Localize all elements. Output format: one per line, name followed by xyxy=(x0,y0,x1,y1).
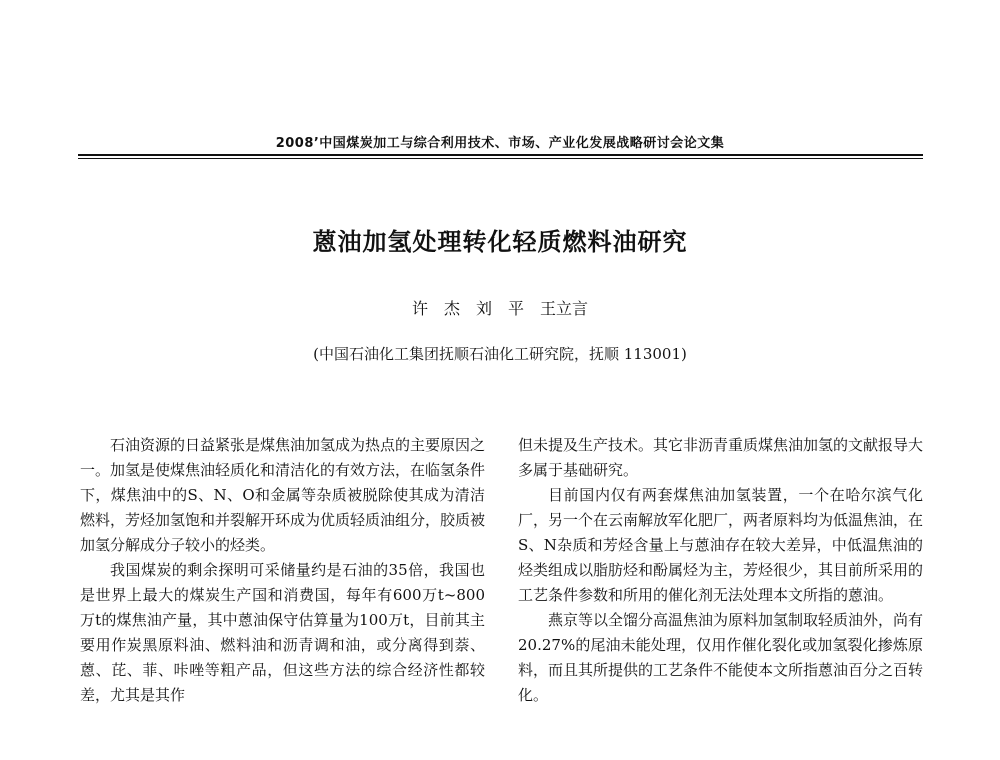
running-header: 2008’中国煤炭加工与综合利用技术、市场、产业化发展战略研讨会论文集 xyxy=(275,136,725,151)
header-rule-thin xyxy=(78,158,923,159)
paragraph: 石油资源的日益紧张是煤焦油加氢成为热点的主要原因之一。加氢是使煤焦油轻质化和清洁化的有效方法，在临氢条件下，煤焦油中的S、N、O和金属等杂质被脱除使其成为清洁燃料，芳烃加氢饱和并裂解开环成为优质轻质油组分，胶质被加氢分解成分子较小的烃类。 xyxy=(80,436,486,554)
affiliation: (中国石油化工集团抚顺石油化工研究院，抚顺 113001) xyxy=(313,345,687,363)
paper-title: 蒽油加氢处理转化轻质燃料油研究 xyxy=(312,228,688,256)
paragraph-continued: 但未提及生产技术。其它非沥青重质煤焦油加氢的文献报导大多属于基础研究。 xyxy=(518,436,924,479)
paragraph: 燕京等以全馏分高温焦油为原料加氢制取轻质油外，尚有20.27%的尾油未能处理，仅用作催化裂化或加氢裂化掺炼原料，而且其所提供的工艺条件不能使本文所指蒽油百分之百转化。 xyxy=(518,611,924,704)
right-column xyxy=(518,433,923,708)
paragraph: 我国煤炭的剩余探明可采储量约是石油的35倍，我国也是世界上最大的煤炭生产国和消费国，每年有600万t~800万t的煤焦油产量，其中蒽油保守估算量为100万t，目前其主要用作炭黑原料油、燃料油和沥青调和油，或分离得到萘、蒽、芘、菲、咔唑等粗产品，但这些方法的综合经济性都较差，尤其是其作 xyxy=(80,561,485,704)
authors: 许 杰 刘 平 王立言 xyxy=(411,299,588,318)
left-column xyxy=(80,433,485,708)
paragraph: 目前国内仅有两套煤焦油加氢装置，一个在哈尔滨气化厂，另一个在云南解放军化肥厂，两者原料均为低温焦油，在S、N杂质和芳烃含量上与蒽油存在较大差异，中低温焦油的烃类组成以脂肪烃和酚属烃为主，芳烃很少，其目前所采用的工艺条件参数和所用的催化剂无法处理本文所指的蒽油。 xyxy=(518,486,924,604)
header-rule-thick xyxy=(78,154,923,156)
